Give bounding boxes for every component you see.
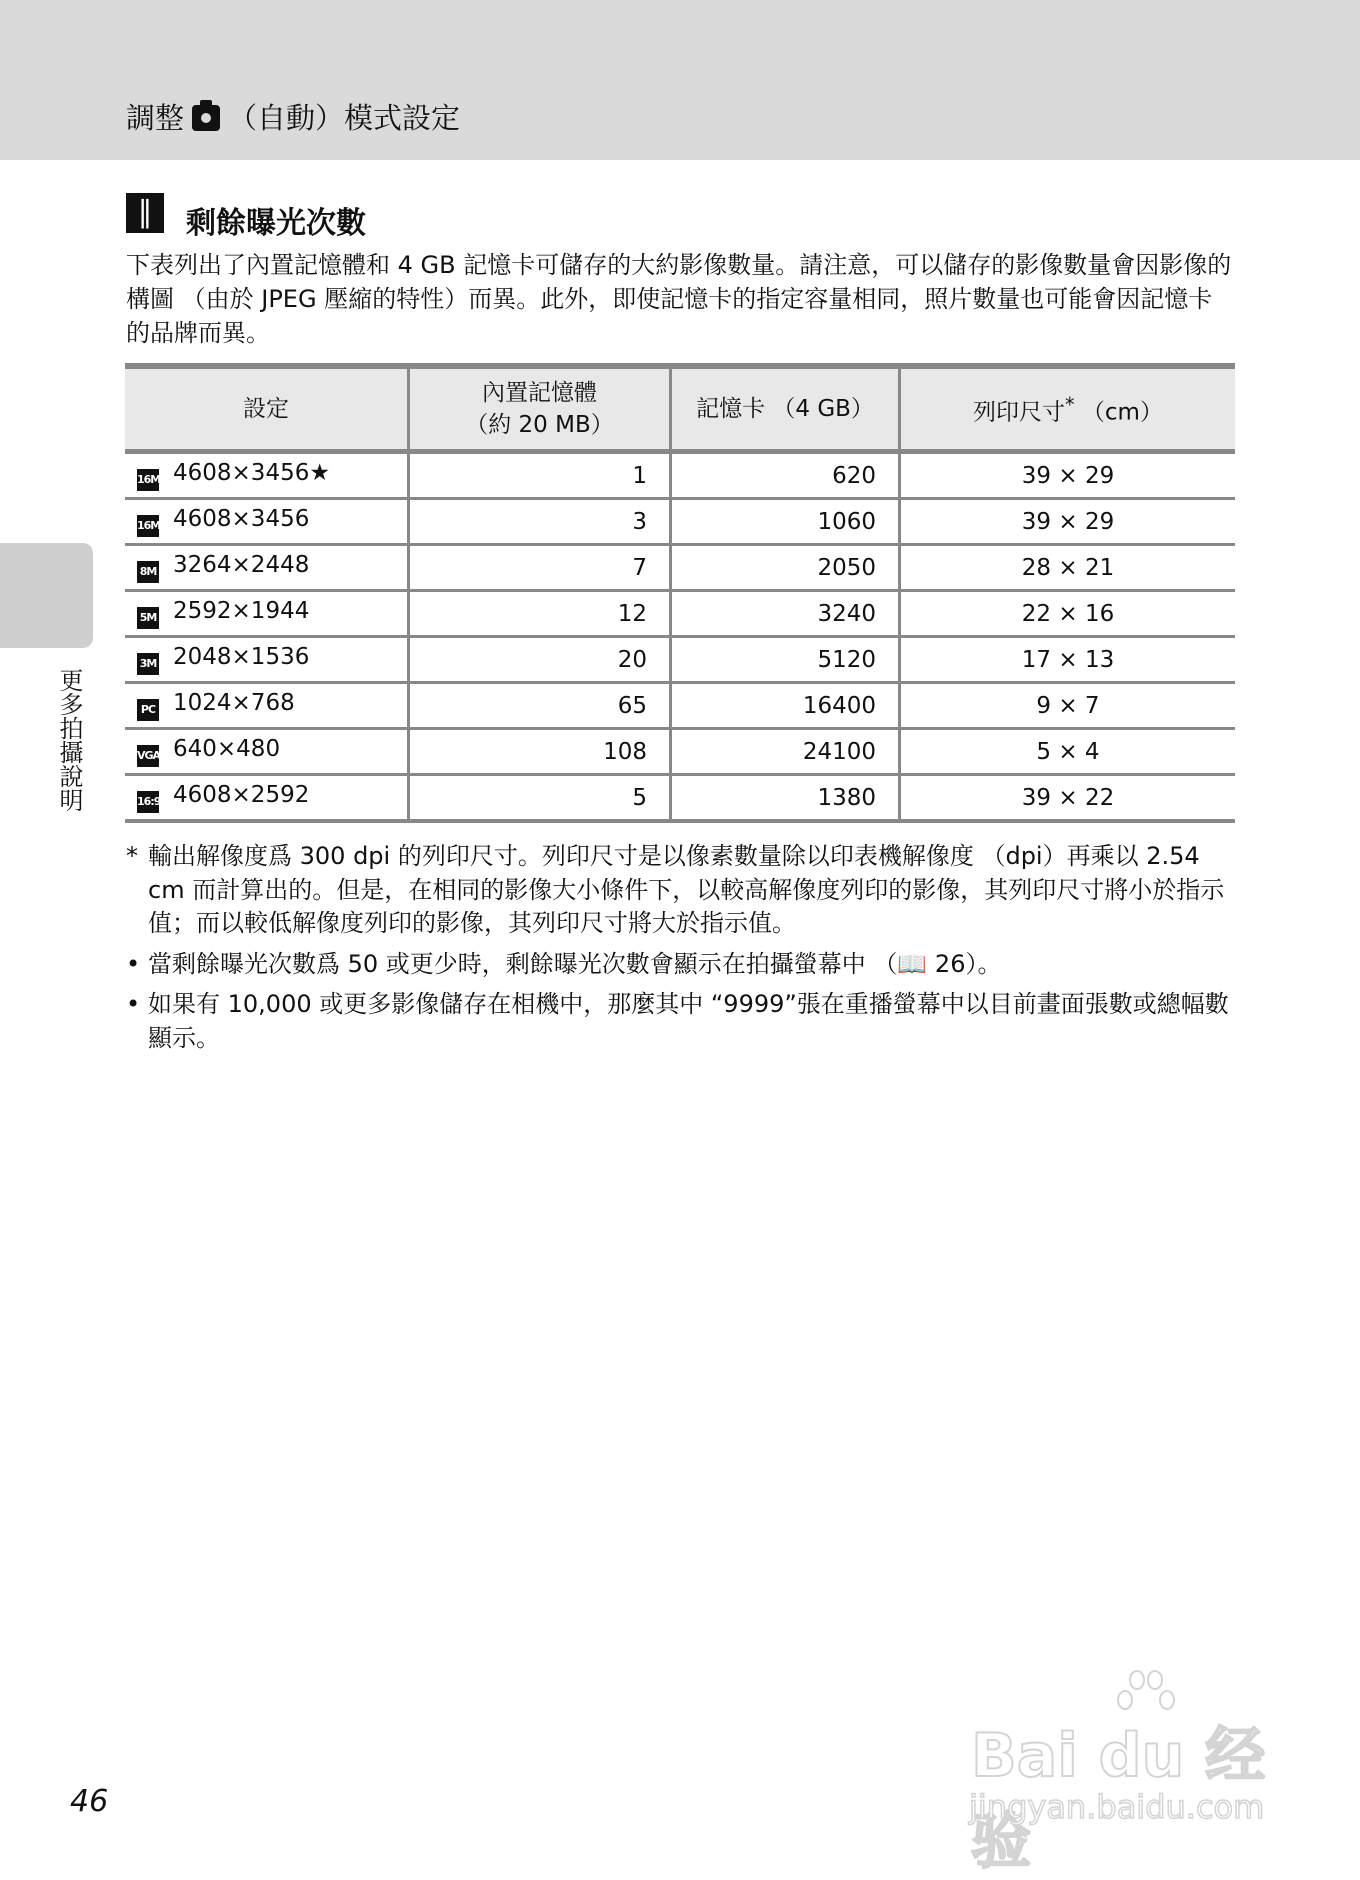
print-unit: （cm） bbox=[1074, 399, 1163, 426]
chapter-tab-label: 更多拍攝說明 bbox=[55, 668, 83, 812]
col-header-print bbox=[900, 366, 1236, 452]
table-row bbox=[125, 729, 1235, 775]
cell-setting bbox=[125, 637, 409, 683]
setting-value: 2592×1944 bbox=[173, 598, 310, 624]
cell-print-size: 5 × 4 bbox=[900, 729, 1236, 775]
cell-print-size: 39 × 29 bbox=[900, 499, 1236, 545]
setting-value: 4608×2592 bbox=[173, 782, 310, 808]
cell-card: 2050 bbox=[671, 545, 900, 591]
cell-setting bbox=[125, 683, 409, 729]
header-title-suffix: （自動）模式設定 bbox=[228, 101, 461, 135]
cell-setting bbox=[125, 729, 409, 775]
cell-internal: 5 bbox=[409, 775, 671, 822]
setting-value: 4608×3456 bbox=[173, 506, 310, 532]
table-row bbox=[125, 545, 1235, 591]
table-row bbox=[125, 775, 1235, 822]
internal-label: 內置記憶體 bbox=[482, 380, 597, 406]
cell-setting bbox=[125, 499, 409, 545]
note-text: 輸出解像度爲 300 dpi 的列印尺寸。列印尺寸是以像素數量除以印表機解像度 （dpi）再乘以 2.54 cm 而計算出的。但是，在相同的影像大小條件下，以較高解像度列印的影像，其列印尺寸將小於指示值；而以較低解像度列印的影像，其列印尺寸將大於指示值。 bbox=[148, 842, 1225, 937]
setting-value: 1024×768 bbox=[173, 690, 295, 716]
watermark-brand: Bai du 经验 bbox=[971, 1721, 1266, 1877]
page-number: 46 bbox=[70, 1784, 109, 1819]
page-header-title bbox=[126, 96, 460, 137]
cell-internal: 20 bbox=[409, 637, 671, 683]
cell-print-size: 39 × 22 bbox=[900, 775, 1236, 822]
header-title-prefix: 調整 bbox=[126, 101, 185, 135]
cell-setting bbox=[125, 545, 409, 591]
image-mode-icon: PC bbox=[137, 699, 159, 721]
cell-print-size: 39 × 29 bbox=[900, 452, 1236, 499]
cell-internal: 65 bbox=[409, 683, 671, 729]
cell-print-size: 9 × 7 bbox=[900, 683, 1236, 729]
section-title: 剩餘曝光次數 bbox=[186, 206, 366, 241]
bullet-note bbox=[126, 948, 1241, 982]
notes bbox=[126, 840, 1241, 1062]
cell-print-size: 22 × 16 bbox=[900, 591, 1236, 637]
cell-card: 16400 bbox=[671, 683, 900, 729]
col-header-card: 記憶卡 （4 GB） bbox=[671, 366, 900, 452]
setting-value: 640×480 bbox=[173, 736, 281, 762]
cell-card: 1380 bbox=[671, 775, 900, 822]
exposures-table bbox=[125, 363, 1235, 823]
col-header-setting: 設定 bbox=[125, 366, 409, 452]
table-row bbox=[125, 683, 1235, 729]
image-mode-icon: 16M★ bbox=[137, 469, 159, 491]
cell-internal: 1 bbox=[409, 452, 671, 499]
cell-card: 620 bbox=[671, 452, 900, 499]
chapter-tab[interactable] bbox=[0, 543, 93, 648]
print-label: 列印尺寸 bbox=[973, 399, 1066, 426]
cell-internal: 12 bbox=[409, 591, 671, 637]
image-mode-icon: 16M bbox=[137, 515, 159, 537]
cell-internal: 7 bbox=[409, 545, 671, 591]
table-row bbox=[125, 499, 1235, 545]
watermark-url: jingyan.baidu.com bbox=[969, 1788, 1265, 1826]
cell-card: 5120 bbox=[671, 637, 900, 683]
table-row bbox=[125, 452, 1235, 499]
image-mode-icon: 3M bbox=[137, 653, 159, 675]
table-row bbox=[125, 591, 1235, 637]
cell-card: 3240 bbox=[671, 591, 900, 637]
col-header-internal bbox=[409, 366, 671, 452]
cell-setting bbox=[125, 775, 409, 822]
table-header-row bbox=[125, 366, 1235, 452]
camera-auto-icon bbox=[192, 105, 220, 131]
internal-size: （約 20 MB） bbox=[465, 412, 614, 438]
note-text: 如果有 10,000 或更多影像儲存在相機中，那麼其中 “9999”張在重播螢幕中以目前畫面張數或總幅數顯示。 bbox=[148, 990, 1229, 1052]
image-mode-icon: 8M bbox=[137, 561, 159, 583]
setting-value: 3264×2448 bbox=[173, 552, 310, 578]
baidu-watermark bbox=[965, 1670, 1285, 1877]
cell-internal: 108 bbox=[409, 729, 671, 775]
cell-card: 24100 bbox=[671, 729, 900, 775]
setting-value: 4608×3456★ bbox=[173, 460, 330, 486]
image-mode-icon: 5M bbox=[137, 607, 159, 629]
cell-internal: 3 bbox=[409, 499, 671, 545]
image-mode-icon: 16:9 bbox=[137, 791, 159, 813]
bullet-note bbox=[126, 988, 1241, 1055]
note-text: 當剩餘曝光次數爲 50 或更少時，剩餘曝光次數會顯示在拍攝螢幕中 （📖 26）。 bbox=[148, 949, 1002, 978]
note-marker: * bbox=[126, 842, 138, 870]
cell-print-size: 17 × 13 bbox=[900, 637, 1236, 683]
cell-setting bbox=[125, 591, 409, 637]
note-marker: • bbox=[126, 949, 141, 978]
note-marker: • bbox=[126, 990, 141, 1018]
cell-card: 1060 bbox=[671, 499, 900, 545]
footnote bbox=[126, 840, 1241, 941]
cell-print-size: 28 × 21 bbox=[900, 545, 1236, 591]
table-row bbox=[125, 637, 1235, 683]
intro-paragraph: 下表列出了內置記憶體和 4 GB 記憶卡可儲存的大約影像數量。請注意，可以儲存的影像數量會因影像的構圖 （由於 JPEG 壓縮的特性）而異。此外，即使記憶卡的指定容量相同，照片數量也可能會因記憶卡的品牌而異。 bbox=[126, 251, 1232, 347]
footnote-mark: * bbox=[1065, 393, 1075, 417]
memo-clip-icon: ∥ bbox=[126, 193, 164, 233]
setting-value: 2048×1536 bbox=[173, 644, 310, 670]
cell-setting bbox=[125, 452, 409, 499]
image-mode-icon: VGA bbox=[137, 745, 159, 767]
